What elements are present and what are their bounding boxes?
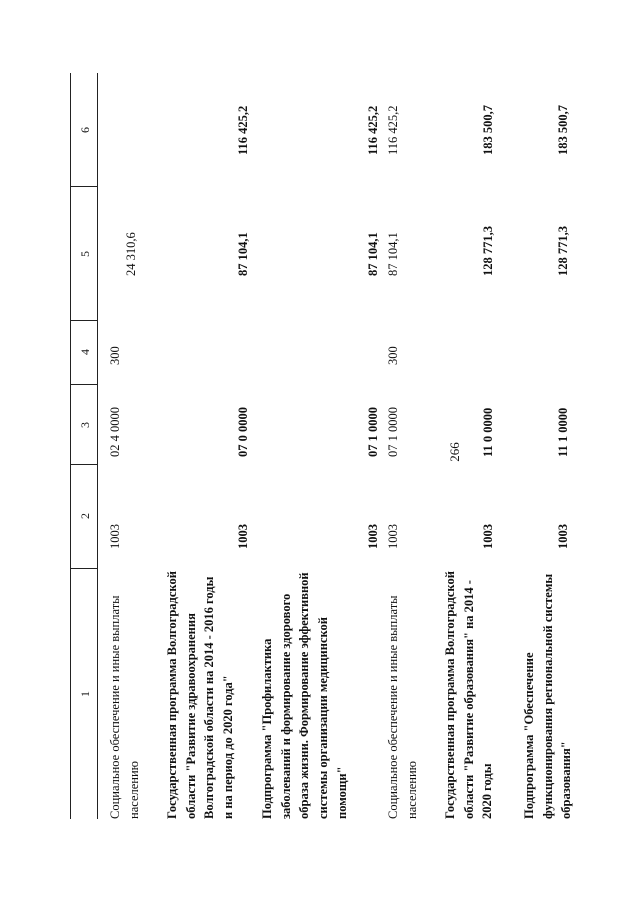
row-6-target: 11 1 0000 — [556, 407, 570, 457]
row-6-col5: 128 771,3 — [556, 226, 570, 276]
row-2-target: 07 0 0000 — [236, 407, 250, 457]
row-3-target: 07 1 0000 — [366, 407, 380, 457]
row-3-section: 1003 — [366, 524, 380, 549]
row-1-name: Социальное обеспечение и иные выплаты населению — [108, 595, 141, 819]
header-col-1: 1 — [78, 691, 92, 697]
row-6-col6: 183 500,7 — [556, 105, 570, 155]
header-col-5: 5 — [78, 251, 92, 257]
row-4-section: 1003 — [386, 524, 400, 549]
row-2-col5: 87 104,1 — [236, 232, 250, 276]
row-2-section: 1003 — [236, 524, 250, 549]
row-4-name: Социальное обеспечение и иные выплаты населению — [386, 595, 419, 819]
header-bottom-border — [97, 73, 98, 819]
header-col-2: 2 — [78, 513, 92, 519]
row-6-name: Подпрограмма "Обеспечение функционирования региональной системы образования" — [522, 573, 574, 819]
row-2-name: Государственная программа Волгоградской области "Развитие здравоохранения Волгоградской области на 2014 - 2016 годы и на период до 2020 года" — [165, 571, 236, 819]
col-divider-5 — [70, 186, 98, 187]
row-4-col5: 87 104,1 — [386, 232, 400, 276]
col-divider-2 — [70, 464, 98, 465]
row-3-col5: 87 104,1 — [366, 232, 380, 276]
row-4-col6: 116 425,2 — [386, 105, 400, 155]
row-6-section: 1003 — [556, 524, 570, 549]
row-3-col6: 116 425,2 — [366, 105, 380, 155]
col-divider-3 — [70, 384, 98, 385]
header-col-3: 3 — [78, 422, 92, 428]
row-4-type: 300 — [386, 346, 400, 365]
header-col-6: 6 — [78, 127, 92, 133]
col-divider-1 — [70, 568, 98, 569]
row-1-target: 02 4 0000 — [108, 407, 122, 457]
row-4-target: 07 1 0000 — [386, 407, 400, 457]
row-2-col6: 116 425,2 — [236, 105, 250, 155]
row-1-section: 1003 — [108, 524, 122, 549]
row-5-section: 1003 — [481, 524, 495, 549]
row-5-col5: 128 771,3 — [481, 226, 495, 276]
page-number: 266 — [447, 442, 462, 462]
row-5-col6: 183 500,7 — [481, 105, 495, 155]
table-top-border — [70, 73, 71, 819]
row-1-type: 300 — [108, 346, 122, 365]
row-1-col5: 24 310,6 — [124, 232, 138, 276]
row-5-target: 11 0 0000 — [481, 407, 495, 457]
col-divider-4 — [70, 320, 98, 321]
row-3-name: Подпрограмма "Профилактика заболеваний и формирование здорового образа жизни. Формирование эффективной системы организации медицинской помощи" — [260, 572, 349, 819]
header-col-4: 4 — [78, 349, 92, 355]
row-5-name: Государственная программа Волгоградской области "Развитие образования" на 2014 - 2020 годы — [443, 571, 495, 819]
